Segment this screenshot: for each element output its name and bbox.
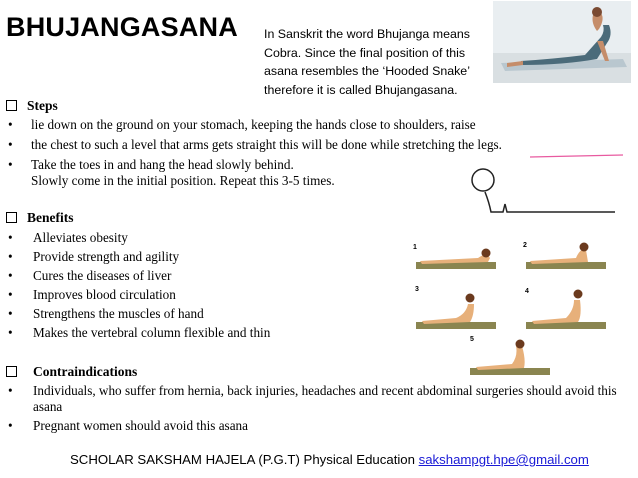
bullet-icon: •	[8, 325, 13, 340]
pose-sequence-illustration	[408, 238, 618, 378]
intro-line: asana resembles the ‘Hooded Snake’	[264, 64, 470, 79]
footer-credit: SCHOLAR SAKSHAM HAJELA (P.G.T) Physical Education	[70, 452, 419, 467]
intro-line: Cobra. Since the final position of this	[264, 45, 466, 60]
checkbox-icon	[6, 366, 17, 377]
bullet-icon: •	[8, 287, 13, 302]
sequence-number: 5	[470, 336, 474, 343]
sequence-number: 1	[413, 244, 417, 251]
bullet-icon: •	[8, 249, 13, 264]
intro-line: therefore it is called Bhujangasana.	[264, 82, 458, 97]
bullet-icon: •	[8, 117, 13, 132]
sequence-number: 3	[415, 286, 419, 293]
bullet-icon: •	[8, 306, 13, 321]
sequence-number: 4	[525, 288, 529, 295]
intro-text	[264, 25, 494, 99]
pose-line-diagram	[455, 152, 625, 222]
email-link[interactable]: sakshampgt.hpe@gmail.com	[418, 452, 589, 467]
bullet-icon: •	[8, 137, 13, 152]
bullet-icon: •	[8, 230, 13, 245]
sequence-number: 2	[523, 242, 527, 249]
checkbox-icon	[6, 212, 17, 223]
footer	[70, 452, 589, 467]
contraindications-heading: Contraindications	[6, 364, 137, 380]
cobra-pose-photo	[493, 1, 631, 83]
checkbox-icon	[6, 100, 17, 111]
page-title: BHUJANGASANA	[6, 12, 238, 42]
bullet-icon: •	[8, 268, 13, 283]
steps-heading: Steps	[6, 98, 58, 114]
benefits-heading: Benefits	[6, 210, 74, 226]
bullet-icon: •	[8, 383, 13, 398]
bullet-icon: •	[8, 418, 13, 433]
intro-line: In Sanskrit the word Bhujanga means	[264, 27, 470, 41]
bullet-icon: •	[8, 157, 13, 172]
